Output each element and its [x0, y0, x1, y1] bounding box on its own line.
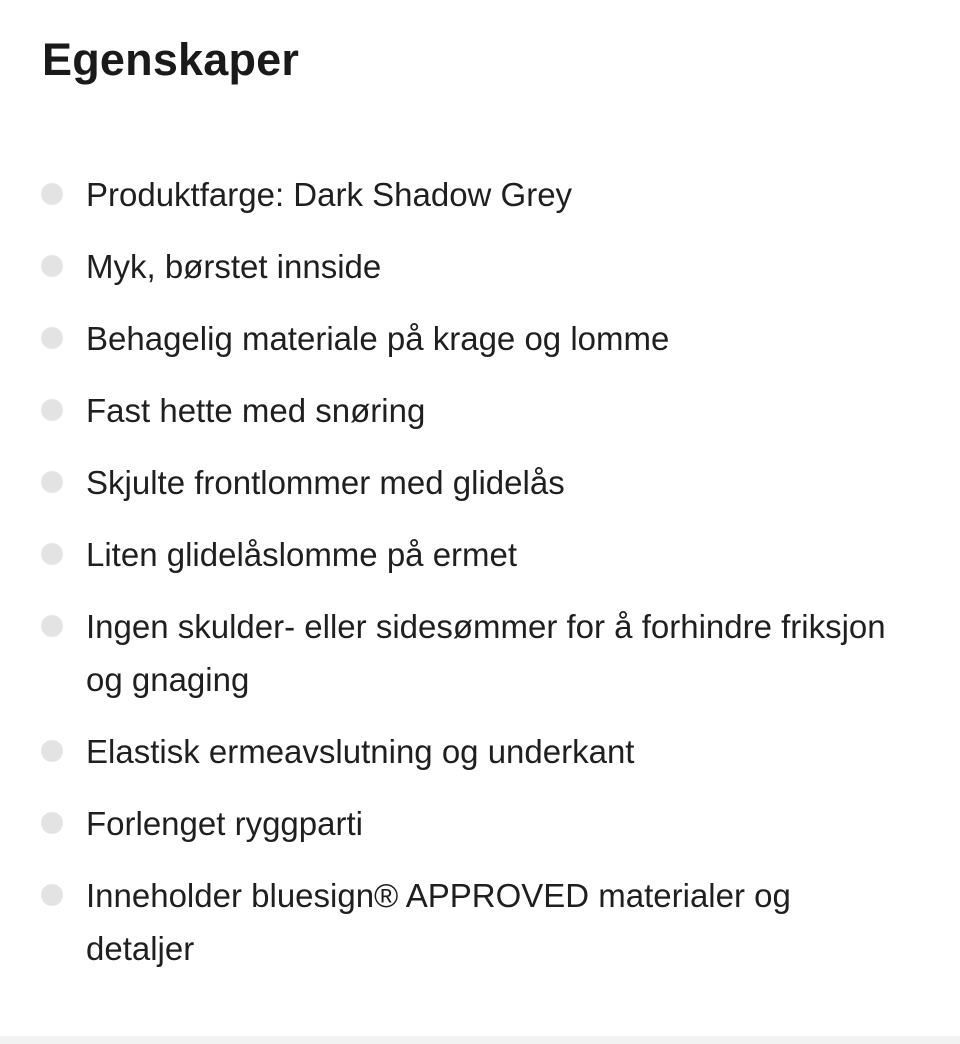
feature-text: Fast hette med snøring: [86, 392, 426, 429]
feature-text: Produktfarge: Dark Shadow Grey: [86, 176, 573, 213]
bullet-icon: [41, 615, 63, 637]
feature-item-collar-pocket: [40, 312, 900, 365]
bullet-icon: [41, 740, 63, 762]
feature-item-brushed-inside: [40, 240, 900, 293]
feature-item-color: [40, 168, 900, 221]
bullet-icon: [41, 255, 63, 277]
section-title: Egenskaper: [42, 34, 300, 85]
bullet-icon: [41, 327, 63, 349]
feature-text: Elastisk ermeavslutning og underkant: [86, 733, 635, 770]
feature-text: Behagelig materiale på krage og lomme: [86, 320, 670, 357]
bullet-icon: [41, 884, 63, 906]
feature-item-elastic-hem: [40, 725, 900, 778]
bullet-icon: [41, 812, 63, 834]
feature-item-bluesign: [40, 869, 900, 975]
bullet-icon: [41, 471, 63, 493]
bullet-icon: [41, 399, 63, 421]
feature-item-no-seams: [40, 600, 900, 706]
feature-item-front-pockets: [40, 456, 900, 509]
feature-item-extended-back: [40, 797, 900, 850]
feature-text: Forlenget ryggparti: [86, 805, 363, 842]
feature-text: Liten glidelåslomme på ermet: [86, 536, 518, 573]
bullet-icon: [41, 183, 63, 205]
feature-item-sleeve-pocket: [40, 528, 900, 581]
bottom-divider: [0, 1036, 960, 1044]
feature-text: Myk, børstet innside: [86, 248, 382, 285]
features-list: [40, 168, 900, 994]
feature-text: Ingen skulder- eller sidesømmer for å forhindre friksjon og gnaging: [86, 608, 886, 698]
feature-item-hood: [40, 384, 900, 437]
feature-text: Inneholder bluesign® APPROVED materialer og detaljer: [86, 877, 791, 967]
feature-text: Skjulte frontlommer med glidelås: [86, 464, 565, 501]
bullet-icon: [41, 543, 63, 565]
